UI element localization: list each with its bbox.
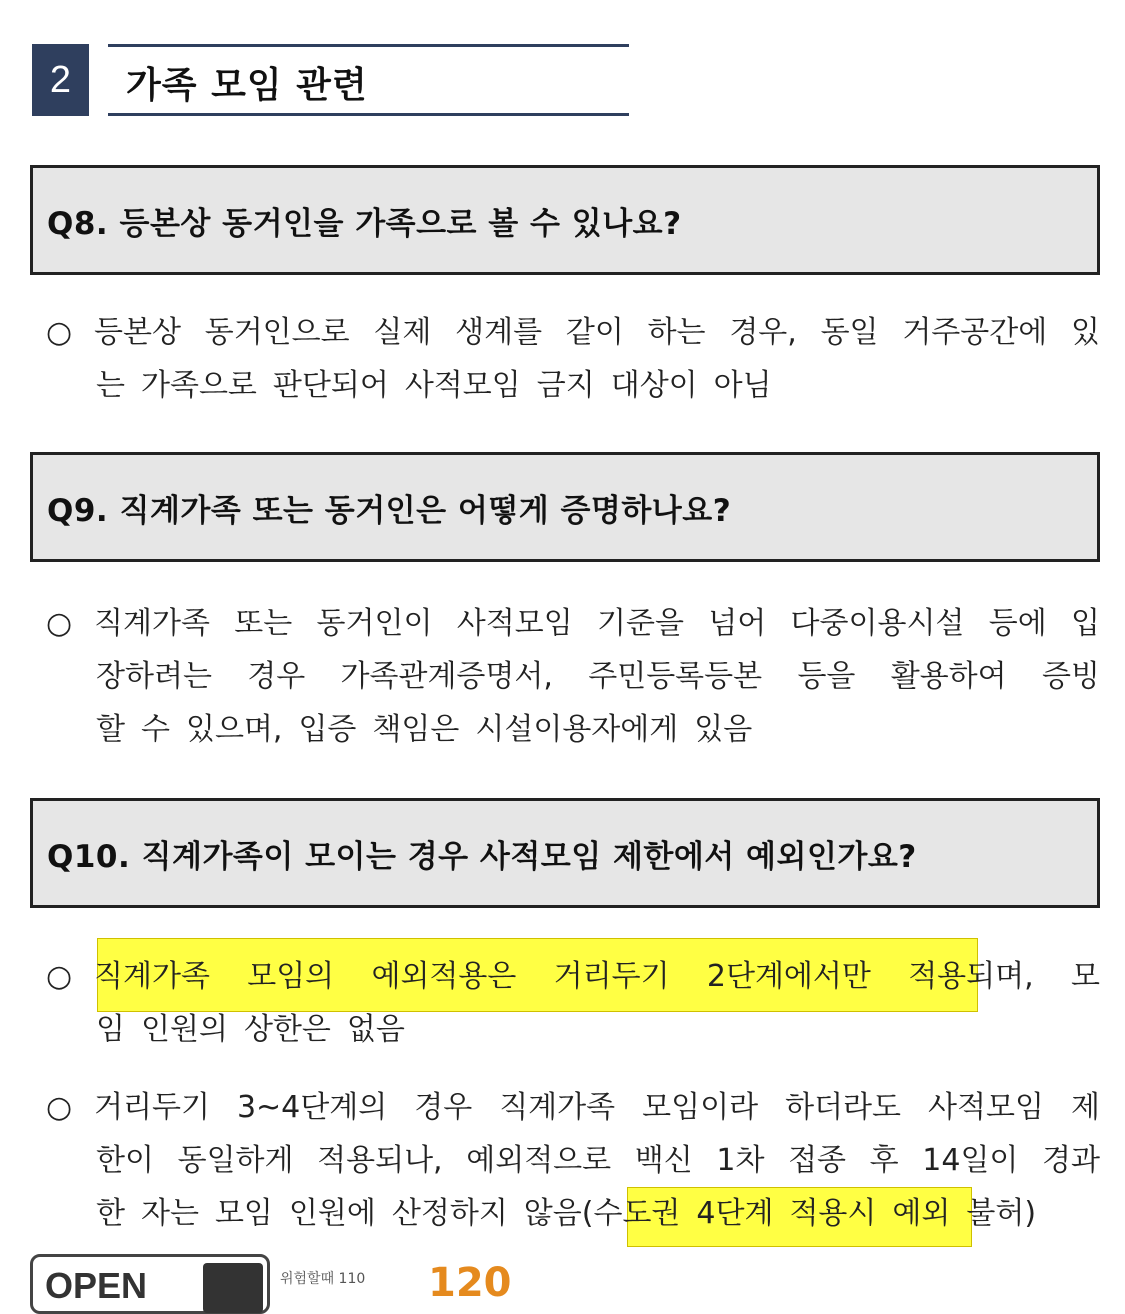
answer-word: 사적모임 (404, 368, 521, 403)
answer-word: 동일하게 (177, 1143, 294, 1178)
answer-word: 경과 (1042, 1143, 1100, 1178)
answer-word: 입증 (298, 712, 357, 747)
answer-word: 제 (1070, 1090, 1100, 1125)
answer-word: 사적모임 (928, 1090, 1044, 1125)
answer-word: 있으며, (185, 712, 283, 747)
answer-word: 예외 (892, 1196, 951, 1231)
answer-line (46, 950, 1100, 1003)
hotline-logo (280, 1254, 570, 1306)
answer-word: 실제 (373, 315, 432, 350)
answer-line (46, 359, 1100, 412)
answer-word: 동일 (820, 315, 879, 350)
answer-word: 아님 (713, 368, 772, 403)
section-title-box (108, 44, 629, 116)
answer-word: 활용하여 (890, 659, 1007, 694)
answer-word: 접종 (788, 1143, 847, 1178)
answer-q10-1 (46, 950, 1100, 1056)
answer-word: 직계가족 (94, 959, 210, 994)
answer-word: 대상이 (610, 368, 698, 403)
answer-word: 가족관계증명서, (340, 659, 553, 694)
hotline-number: 120 (428, 1260, 512, 1306)
answer-word: 거리두기 (553, 959, 670, 994)
answer-word: 모임의 (247, 959, 335, 994)
answer-word: 할 (96, 712, 125, 747)
open-logo-text: OPEN (45, 1265, 148, 1306)
answer-word: 등에 (988, 606, 1047, 641)
answer-word: 동거인이 (316, 606, 433, 641)
answer-word: 금지 (536, 368, 595, 403)
answer-word: 임 (96, 1012, 125, 1047)
answer-word: 적용되나, (317, 1143, 443, 1178)
question-q8: Q8. 등본상 동거인을 가족으로 볼 수 있나요? (30, 165, 1100, 275)
answer-line (46, 650, 1100, 703)
answer-line (46, 1003, 1100, 1056)
answer-word: 한이 (96, 1143, 154, 1178)
answer-word: 경우 (247, 659, 306, 694)
answer-word: 없음 (346, 1012, 405, 1047)
answer-word: 수 (140, 712, 170, 747)
answer-word: 장하려는 (96, 659, 212, 694)
answer-word: 적용되며, (908, 959, 1034, 994)
answer-word: 다중이용시설 (790, 606, 965, 641)
answer-word: 증빙 (1041, 659, 1100, 694)
answer-word: 직계가족 (499, 1090, 616, 1125)
answer-word: 3~4단계의 (236, 1090, 388, 1125)
question-q10: Q10. 직계가족이 모이는 경우 사적모임 제한에서 예외인가요? (30, 798, 1100, 908)
answer-line (46, 306, 1100, 359)
answer-word: 주민등록등본 (588, 659, 763, 694)
answer-word: 후 (869, 1143, 899, 1178)
bullet-icon: ○ (46, 606, 73, 641)
answer-word: 불허) (966, 1196, 1037, 1231)
answer-line (46, 703, 1100, 756)
open-logo (30, 1254, 270, 1314)
answer-word: 2단계에서만 (706, 959, 871, 994)
answer-word: 하더라도 (785, 1090, 901, 1125)
answer-word: 1차 (716, 1143, 765, 1178)
answer-word: 거리두기 (94, 1090, 210, 1125)
answer-word: 사적모임 (456, 606, 573, 641)
answer-word: 넘어 (708, 606, 767, 641)
answer-word: 기준을 (596, 606, 684, 641)
bullet-icon: ○ (46, 959, 73, 994)
answer-word: 모임 (214, 1196, 273, 1231)
answer-word: 모 (1070, 959, 1100, 994)
answer-word: 같이 (565, 315, 624, 350)
hotline-text: 위험할때 110 (280, 1271, 366, 1287)
answer-line (46, 1081, 1100, 1134)
answer-word: 14일이 (922, 1143, 1019, 1178)
answer-word: 인원에 (288, 1196, 376, 1231)
answer-word: 산정하지 (391, 1196, 508, 1231)
footer-logos (30, 1254, 570, 1306)
answer-line (46, 597, 1100, 650)
answer-word: 동거인으로 (204, 315, 350, 350)
answer-word: 등본상 (94, 315, 181, 350)
bullet-icon: ○ (46, 1090, 73, 1125)
answer-word: 등을 (797, 659, 856, 694)
answer-word: 가족으로 (140, 368, 257, 403)
answer-word: 경우, (729, 315, 797, 350)
answer-word: 모임이라 (642, 1090, 759, 1125)
answer-word: 자는 (140, 1196, 199, 1231)
answer-word: 직계가족 (94, 606, 210, 641)
answer-word: 입 (1071, 606, 1100, 641)
answer-line (46, 1187, 1100, 1240)
person-icon (203, 1263, 263, 1313)
answer-word: 경우 (414, 1090, 473, 1125)
section-title: 가족 모임 관련 (126, 65, 368, 106)
answer-word: 인원의 (140, 1012, 228, 1047)
answer-word: 4단계 (696, 1196, 774, 1231)
answer-word: 시설이용자에게 (475, 712, 679, 747)
answer-word: 하는 (647, 315, 706, 350)
answer-word: 예외적으로 (466, 1143, 612, 1178)
answer-word: 백신 (634, 1143, 693, 1178)
answer-word: 있음 (694, 712, 753, 747)
question-q9: Q9. 직계가족 또는 동거인은 어떻게 증명하나요? (30, 452, 1100, 562)
answer-word: 예외적용은 (371, 959, 517, 994)
answer-word: 는 (96, 368, 125, 403)
answer-q9 (46, 597, 1100, 756)
section-number-badge: 2 (32, 44, 89, 116)
answer-word: 적용시 (789, 1196, 877, 1231)
answer-word: 생계를 (455, 315, 543, 350)
answer-q8 (46, 306, 1100, 412)
answer-word: 않음(수도권 (523, 1196, 681, 1231)
answer-word: 또는 (234, 606, 293, 641)
answer-word: 책임은 (372, 712, 460, 747)
bullet-icon: ○ (46, 315, 73, 350)
answer-word: 판단되어 (272, 368, 389, 403)
answer-line (46, 1134, 1100, 1187)
answer-q10-2 (46, 1081, 1100, 1240)
answer-word: 상한은 (243, 1012, 331, 1047)
answer-word: 한 (96, 1196, 125, 1231)
answer-word: 있 (1070, 315, 1100, 350)
answer-word: 거주공간에 (902, 315, 1048, 350)
